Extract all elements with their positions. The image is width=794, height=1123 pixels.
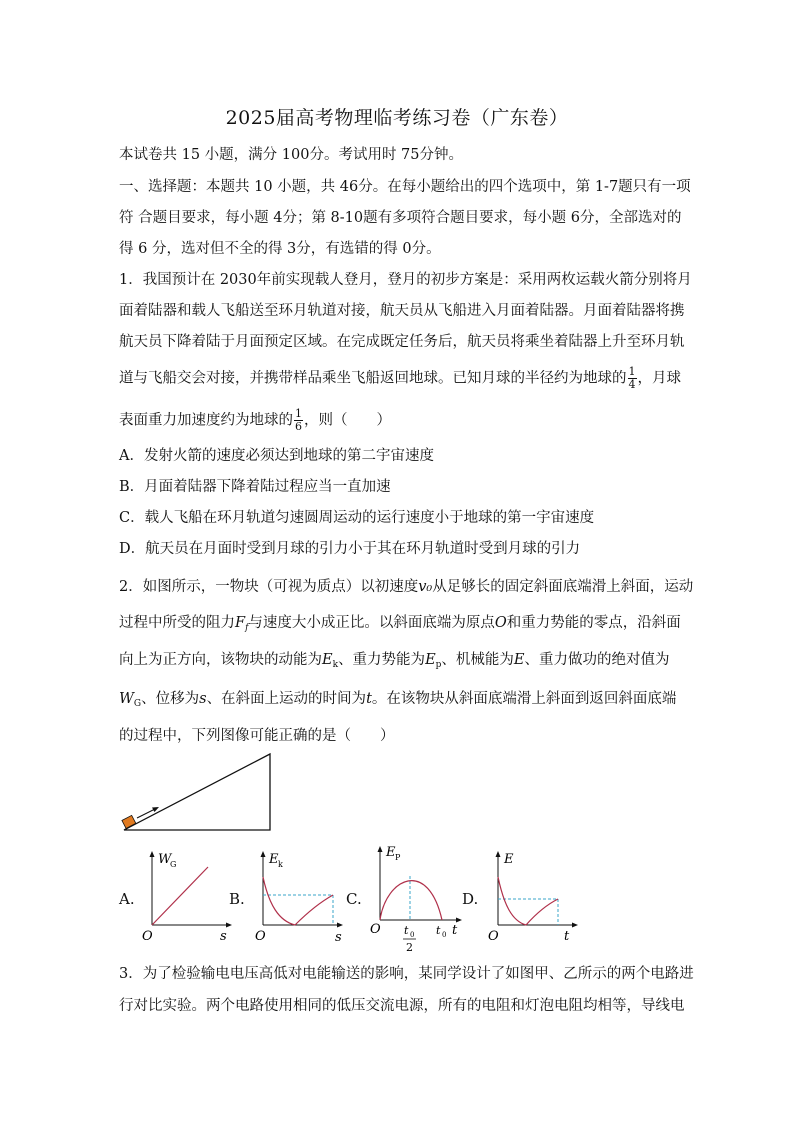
- x-arrow: [226, 923, 232, 928]
- q2-text: 、重力势能为: [338, 652, 426, 668]
- x-arrow: [456, 918, 462, 923]
- graph-a: [140, 843, 240, 943]
- graph-d: [486, 843, 586, 943]
- y-label: E: [386, 845, 396, 860]
- fraction-sixth: [294, 408, 303, 433]
- t-symbol: t: [366, 691, 372, 707]
- q1-line-4-tail: ，月球: [637, 370, 681, 387]
- y-label: E: [269, 852, 279, 867]
- incline-triangle: [124, 754, 270, 830]
- y-label-sub: P: [395, 853, 401, 862]
- page-title: 2025届高考物理临考练习卷（广东卷）: [225, 107, 569, 129]
- y-label-sub: G: [170, 860, 177, 869]
- dashed-guide: [263, 895, 333, 925]
- x-arrow: [572, 923, 578, 928]
- y-arrow: [150, 851, 155, 857]
- q2-text: 、机械能为: [441, 652, 514, 668]
- q3-line-1: 3．为了检验输电电压高低对电能输送的影响，某同学设计了如图甲、乙所示的两个电路进: [119, 966, 694, 982]
- graph-d-curve-up: [498, 877, 526, 925]
- wg-sub: G: [133, 699, 142, 709]
- fraction-quarter: [628, 366, 637, 391]
- frac-den: 6: [295, 420, 302, 433]
- origin-label: O: [488, 929, 499, 943]
- q2-text: 。在该物块从斜面底端滑上斜面到返回斜面底端: [371, 691, 677, 707]
- y-arrow: [378, 846, 383, 852]
- q2-text: 2．如图所示，一物块（可视为质点）以初速度: [119, 579, 419, 595]
- intro-text: 本试卷共 15 小题，满分 100分。考试用时 75分钟。: [119, 147, 464, 163]
- graph-c: [368, 838, 468, 958]
- y-label: W: [158, 852, 172, 867]
- q2-text: 与速度大小成正比。以斜面底端为原点: [248, 615, 495, 631]
- ff-sub: f: [245, 623, 249, 633]
- section-line-3: 得 6 分，选对但不全的得 3分，有选错的得 0分。: [119, 241, 441, 257]
- wg-symbol: W: [119, 691, 134, 707]
- incline-figure: [115, 750, 275, 835]
- graph-a-label: A.: [119, 890, 135, 908]
- q2-line-1: [119, 577, 694, 597]
- sliding-block: [122, 815, 136, 828]
- ek-sub: k: [332, 660, 339, 670]
- q2-line-4: [119, 689, 679, 714]
- q1-line-5-text: 表面重力加速度约为地球的: [119, 412, 293, 429]
- q1-line-4: [119, 366, 679, 391]
- x-label: s: [335, 930, 342, 943]
- ep-sub: p: [435, 660, 442, 670]
- graph-b: [251, 843, 351, 943]
- q2-line-2: [119, 613, 679, 638]
- x-label: s: [220, 929, 227, 943]
- q2-text: 向上为正方向，该物块的动能为: [119, 652, 322, 668]
- dashed-guide: [498, 899, 558, 925]
- y-label: E: [504, 852, 514, 867]
- ff-symbol: F: [235, 615, 246, 631]
- frac-num: 1: [628, 365, 636, 378]
- graph-c-curve: [380, 881, 442, 920]
- q1-option-b: B．月面着陆器下降着陆过程应当一直加速: [119, 479, 391, 495]
- q1-line-3: 航天员下降着陆于月面预定区域。在完成既定任务后，航天员将乘坐着陆器上升至环月轨: [119, 334, 685, 350]
- x-label: t: [564, 929, 570, 943]
- y-label-sub: k: [278, 860, 283, 869]
- ep-symbol: E: [425, 652, 436, 668]
- tick-half-den: 2: [406, 941, 413, 954]
- section-line-2: 符 合题目要求，每小题 4分；第 8-10题有多项符合题目要求，每小题 6分，全部选对的: [119, 210, 682, 226]
- q1-line-5-tail: ，则（ ）: [304, 412, 391, 429]
- graph-c-label: C.: [346, 890, 362, 908]
- q1-line-5: [119, 408, 679, 433]
- tick-full-sub: 0: [442, 931, 447, 939]
- q2-text: 、重力做功的绝对值为: [524, 652, 670, 668]
- q2-text: 从足够长的固定斜面底端滑上斜面，运动: [432, 579, 694, 595]
- frac-den: 4: [628, 378, 636, 391]
- q2-text: 、在斜面上运动的时间为: [206, 691, 367, 707]
- q2-text: 、位移为: [141, 691, 200, 707]
- graph-b-curve-down: [295, 895, 333, 925]
- graph-d-label: D.: [462, 890, 479, 908]
- q1-line-4-text: 道与飞船交会对接，并携带样品乘坐飞船返回地球。已知月球的半径约为地球的: [119, 370, 627, 387]
- q1-option-c: C．载人飞船在环月轨道匀速圆周运动的运行速度小于地球的第一宇宙速度: [119, 510, 595, 526]
- tick-half-num: t: [404, 924, 409, 937]
- y-arrow: [496, 851, 501, 857]
- graph-b-curve-up: [263, 877, 295, 925]
- v0-symbol: v₀: [418, 579, 433, 595]
- q1-option-d: D．航天员在月面时受到月球的引力小于其在环月轨道时受到月球的引力: [119, 541, 581, 557]
- origin-label: O: [142, 929, 153, 943]
- q1-option-a: A．发射火箭的速度必须达到地球的第二宇宙速度: [119, 448, 434, 464]
- q2-text: 过程中所受的阻力: [119, 615, 235, 631]
- tick-full: t: [436, 924, 441, 937]
- q1-line-2: 面着陆器和载人飞船送至环月轨道对接，航天员从飞船进入月面着陆器。月面着陆器将携: [119, 303, 685, 319]
- tick-half-num-sub: 0: [410, 931, 415, 939]
- q1-line-1: 1．我国预计在 2030年前实现载人登月，登月的初步方案是：采用两枚运载火箭分别将月: [119, 272, 692, 288]
- x-label: t: [452, 923, 458, 938]
- s-symbol: s: [199, 691, 207, 707]
- graph-a-line: [152, 867, 208, 925]
- x-arrow: [337, 923, 343, 928]
- q2-text: 和重力势能的零点，沿斜面: [506, 615, 681, 631]
- q3-line-2: 行对比实验。两个电路使用相同的低压交流电源，所有的电阻和灯泡电阻均相等，导线电: [119, 998, 685, 1014]
- frac-num: 1: [295, 407, 302, 420]
- q2-line-5: 的过程中，下列图像可能正确的是（ ）: [119, 728, 395, 744]
- graph-b-label: B.: [229, 890, 245, 908]
- y-arrow: [261, 851, 266, 857]
- section-line-1: 一、选择题：本题共 10 小题，共 46分。在每小题给出的四个选项中，第 1-7题只有一项: [119, 179, 691, 195]
- graph-d-curve-down: [526, 899, 558, 925]
- origin-label: O: [255, 929, 266, 943]
- ek-symbol: E: [322, 652, 333, 668]
- origin-label: O: [370, 922, 381, 937]
- e-symbol: E: [513, 652, 525, 668]
- q2-line-3: [119, 650, 679, 675]
- origin-symbol: O: [494, 615, 507, 631]
